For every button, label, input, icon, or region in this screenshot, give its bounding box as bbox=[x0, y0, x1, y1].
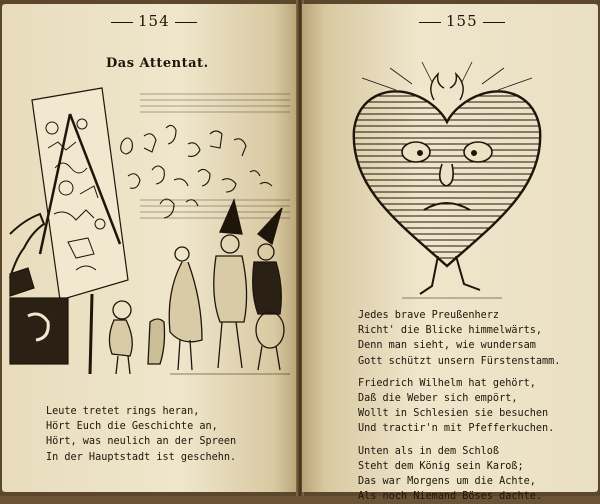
verse-line: Friedrich Wilhelm hat gehört, bbox=[358, 377, 536, 389]
left-verse bbox=[46, 404, 236, 465]
verse-line: Wollt in Schlesien sie besuchen bbox=[358, 408, 549, 420]
verse-line: Steht dem König sein Karoß; bbox=[358, 460, 524, 472]
verse-line: Denn man sieht, wie wundersam bbox=[358, 340, 536, 352]
verse-line: Und tractir'n mit Pfefferkuchen. bbox=[358, 423, 555, 435]
verse-line: Als noch Niemand Böses dachte. bbox=[358, 491, 543, 503]
verse-line: Jedes brave Preußenherz bbox=[358, 310, 500, 321]
verse-line: Richt' die Blicke himmelwärts, bbox=[358, 325, 543, 337]
verse-line: Hört, was neulich an der Spreen bbox=[46, 436, 237, 448]
verse-line: In der Hauptstadt ist geschehn. bbox=[46, 451, 237, 463]
verse-line: Daß die Weber sich empört, bbox=[358, 392, 518, 404]
page-number-right-text: 155 bbox=[446, 12, 478, 30]
verse-line: Gott schützt unsern Fürstenstamm. bbox=[358, 355, 561, 367]
verse-line: Unten als in dem Schloß bbox=[358, 445, 500, 457]
heart-illustration bbox=[342, 60, 552, 304]
verse-line: Das war Morgens um die Achte, bbox=[358, 475, 536, 487]
verse-line: Hört Euch die Geschichte an, bbox=[46, 421, 218, 433]
crowd-illustration bbox=[10, 84, 292, 376]
poem-title: Das Attentat. bbox=[106, 56, 209, 71]
left-page bbox=[2, 4, 298, 492]
page-number-right bbox=[414, 12, 510, 30]
right-page bbox=[302, 4, 598, 503]
page-number-left bbox=[106, 12, 202, 30]
right-verse bbox=[358, 308, 560, 504]
page-number-left-text: 154 bbox=[138, 12, 170, 30]
verse-line: Leute tretet rings heran, bbox=[46, 406, 200, 417]
